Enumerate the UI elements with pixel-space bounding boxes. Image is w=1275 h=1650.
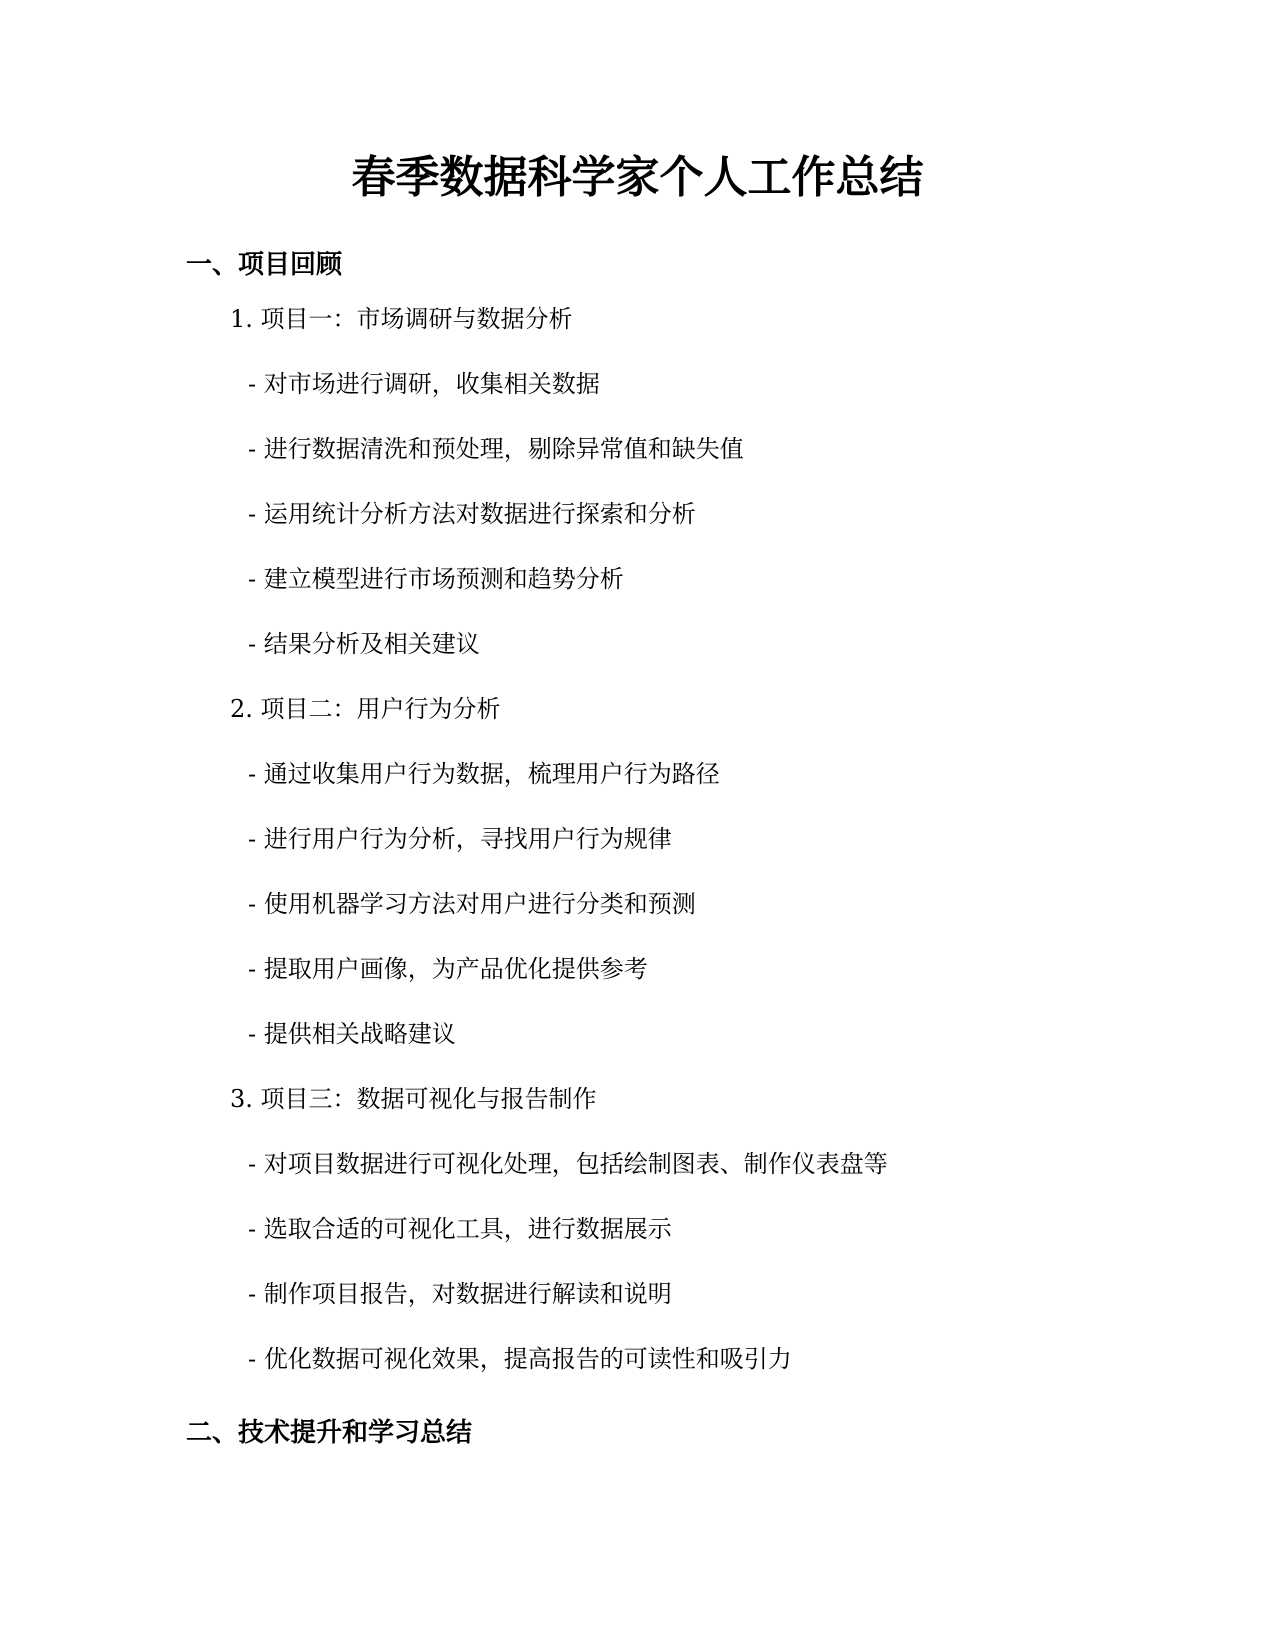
- list-item: - 制作项目报告，对数据进行解读和说明: [248, 1280, 672, 1308]
- section-heading-project-review: 一、项目回顾: [186, 250, 343, 280]
- list-item: - 提取用户画像，为产品优化提供参考: [248, 955, 648, 983]
- list-item: - 通过收集用户行为数据，梳理用户行为路径: [248, 760, 720, 788]
- list-item: - 进行用户行为分析，寻找用户行为规律: [248, 825, 672, 853]
- list-item: - 结果分析及相关建议: [248, 630, 480, 658]
- project-2-title: 2. 项目二：用户行为分析: [230, 695, 501, 723]
- list-item: - 进行数据清洗和预处理，剔除异常值和缺失值: [248, 435, 744, 463]
- list-item: - 建立模型进行市场预测和趋势分析: [248, 565, 624, 593]
- list-item: - 使用机器学习方法对用户进行分类和预测: [248, 890, 696, 918]
- list-item: - 对项目数据进行可视化处理，包括绘制图表、制作仪表盘等: [248, 1150, 888, 1178]
- list-item: - 对市场进行调研，收集相关数据: [248, 370, 600, 398]
- list-item: - 提供相关战略建议: [248, 1020, 456, 1048]
- page-title: 春季数据科学家个人工作总结: [351, 152, 924, 203]
- list-item: - 运用统计分析方法对数据进行探索和分析: [248, 500, 696, 528]
- list-item: - 选取合适的可视化工具，进行数据展示: [248, 1215, 672, 1243]
- project-1-title: 1. 项目一：市场调研与数据分析: [230, 305, 573, 333]
- section-heading-tech-learning: 二、技术提升和学习总结: [186, 1418, 473, 1448]
- project-3-title: 3. 项目三：数据可视化与报告制作: [230, 1085, 597, 1113]
- list-item: - 优化数据可视化效果，提高报告的可读性和吸引力: [248, 1345, 792, 1373]
